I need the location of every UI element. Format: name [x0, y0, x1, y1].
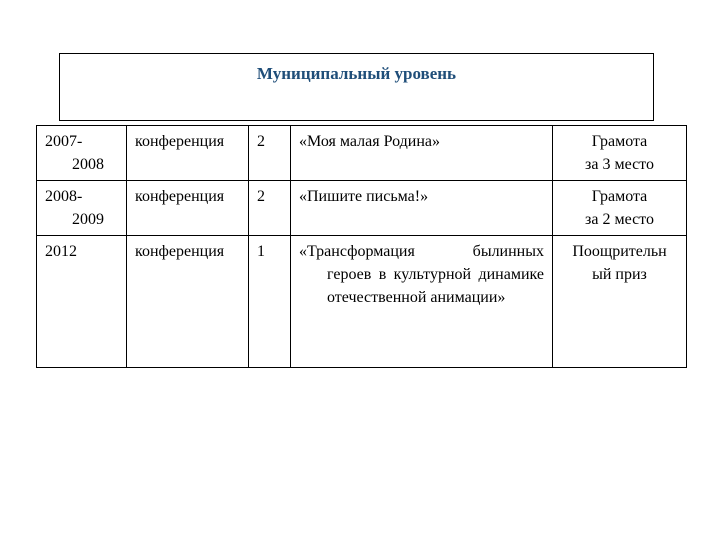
work-title-cell: «Моя малая Родина»: [291, 126, 553, 181]
year-cell: [37, 181, 127, 236]
table-row: [37, 126, 687, 181]
work-title-continuation: героев в культурной динамике отечественной анимации»: [327, 266, 544, 306]
place-cell: 2: [249, 126, 291, 181]
result-line-1: Грамота: [591, 133, 648, 150]
year-cell: [37, 126, 127, 181]
year-cell: [37, 236, 127, 368]
table-row: [37, 181, 687, 236]
year-start: 2012: [45, 243, 77, 260]
event-type-cell: конференция: [127, 181, 249, 236]
result-line-1: Грамота: [591, 188, 648, 205]
work-title-line-1: «Трансформация былинных: [299, 243, 544, 260]
year-start: 2007-: [45, 133, 83, 150]
result-line-2: ый приз: [592, 266, 647, 283]
event-type-cell: конференция: [127, 126, 249, 181]
result-line-2: за 2 место: [585, 211, 654, 228]
result-cell: [553, 236, 687, 368]
year-end: 2009: [72, 211, 104, 228]
year-start: 2008-: [45, 188, 83, 205]
section-header-box: [59, 53, 654, 121]
section-title: Муниципальный уровень: [256, 64, 457, 83]
place-cell: 1: [249, 236, 291, 368]
awards-table: [36, 125, 687, 368]
work-title-cell: «Пишите письма!»: [291, 181, 553, 236]
table-row: [37, 236, 687, 368]
result-line-1: Поощрительн: [572, 243, 667, 260]
work-title-cell: [291, 236, 553, 368]
year-end: 2008: [72, 156, 104, 173]
result-cell: [553, 126, 687, 181]
result-line-2: за 3 место: [585, 156, 654, 173]
result-cell: [553, 181, 687, 236]
event-type-cell: конференция: [127, 236, 249, 368]
place-cell: 2: [249, 181, 291, 236]
